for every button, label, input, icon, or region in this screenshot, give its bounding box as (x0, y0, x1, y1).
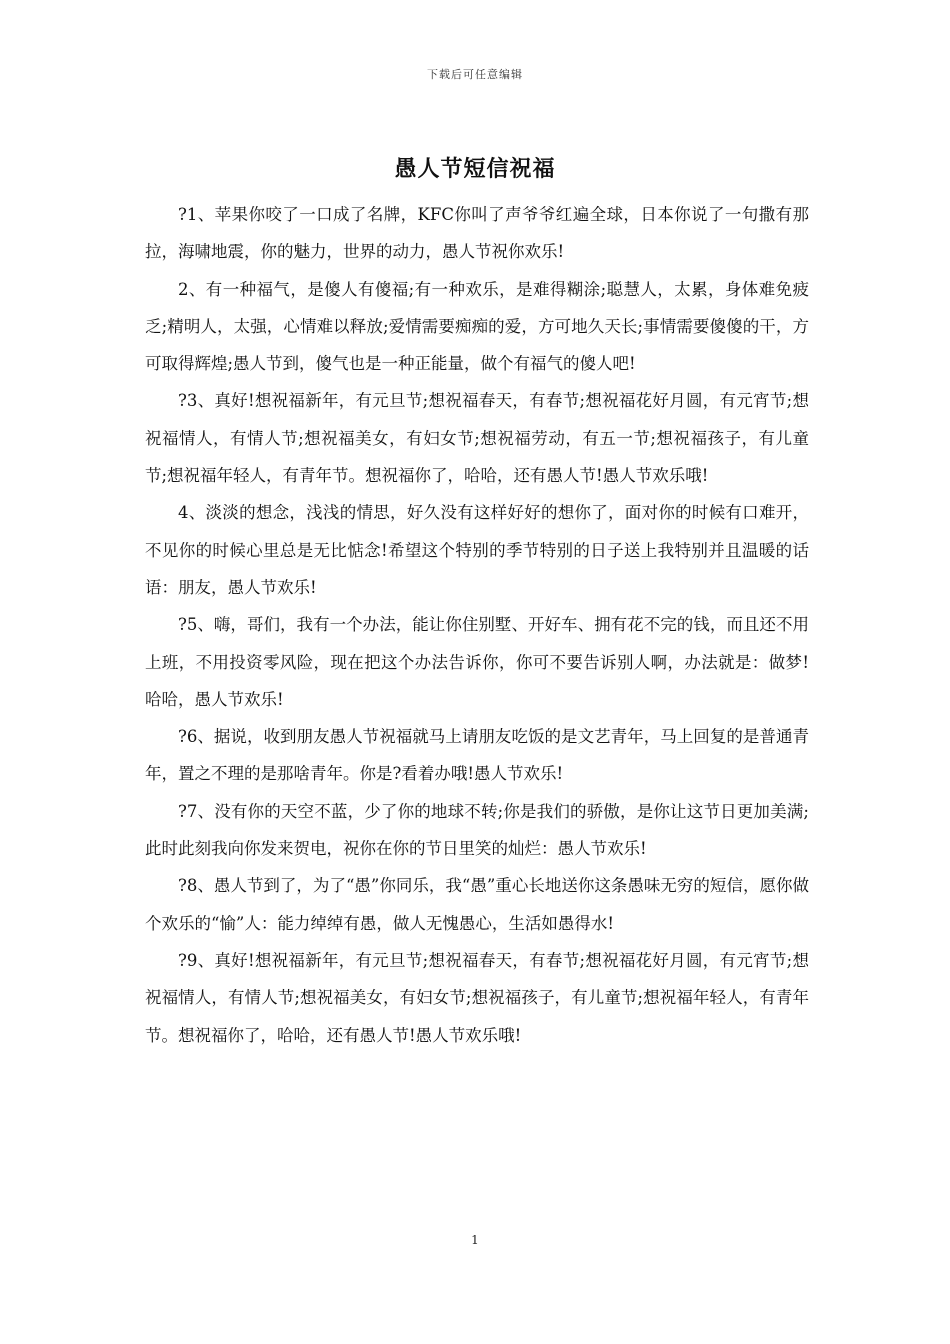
paragraph-9: ?9、真好!想祝福新年，有元旦节;想祝福春天，有春节;想祝福花好月圆，有元宵节;想祝福情人，有情人节;想祝福美女，有妇女节;想祝福孩子，有儿童节;想祝福年轻人，有青年节。想祝福你了，哈哈，还有愚人节!愚人节欢乐哦! (145, 950, 809, 1045)
header-note: 下载后可任意编辑 (427, 68, 523, 81)
page-number: 1 (471, 1233, 479, 1247)
paragraph-6: ?6、据说，收到朋友愚人节祝福就马上请朋友吃饭的是文艺青年，马上回复的是普通青年，置之不理的是那啥青年。你是?看着办哦!愚人节欢乐! (145, 727, 809, 784)
document-title: 愚人节短信祝福 (394, 156, 556, 182)
paragraph-7: ?7、没有你的天空不蓝，少了你的地球不转;你是我们的骄傲，是你让这节日更加美满;此时此刻我向你发来贺电，祝你在你的节日里笑的灿烂：愚人节欢乐! (145, 801, 809, 859)
paragraph-5: ?5、嗨，哥们，我有一个办法，能让你住别墅、开好车、拥有花不完的钱，而且还不用上班，不用投资零风险，现在把这个办法告诉你，你可不要告诉别人啊，办法就是：做梦!哈哈，愚人节欢乐! (145, 615, 809, 709)
paragraph-1: ?1、苹果你咬了一口成了名牌，KFC你叫了声爷爷红遍全球，日本你说了一句撒有那拉，海啸地震，你的魅力，世界的动力，愚人节祝你欢乐! (145, 205, 809, 262)
paragraph-2: 2、有一种福气，是傻人有傻福;有一种欢乐，是难得糊涂;聪慧人，太累，身体难免疲乏;精明人，太强，心情难以释放;爱情需要痴痴的爱，方可地久天长;事情需要傻傻的干，方可取得辉煌;愚人节到，傻气也是一种正能量，做个有福气的傻人吧! (145, 279, 809, 374)
paragraph-8: ?8、愚人节到了，为了“愚”你同乐，我“愚”重心长地送你这条愚味无穷的短信，愿你做个欢乐的“愉”人：能力绰绰有愚，做人无愧愚心，生活如愚得水! (145, 876, 809, 933)
paragraph-3: ?3、真好!想祝福新年，有元旦节;想祝福春天，有春节;想祝福花好月圆，有元宵节;想祝福情人，有情人节;想祝福美女，有妇女节;想祝福劳动，有五一节;想祝福孩子，有儿童节;想祝福年轻人，有青年节。想祝福你了，哈哈，还有愚人节!愚人节欢乐哦! (145, 391, 809, 486)
document-body (145, 196, 809, 1054)
paragraph-4: 4、淡淡的想念，浅浅的情思，好久没有这样好好的想你了，面对你的时候有口难开，不见你的时候心里总是无比惦念!希望这个特别的季节特别的日子送上我特别并且温暖的话语：朋友，愚人节欢乐! (145, 503, 809, 597)
